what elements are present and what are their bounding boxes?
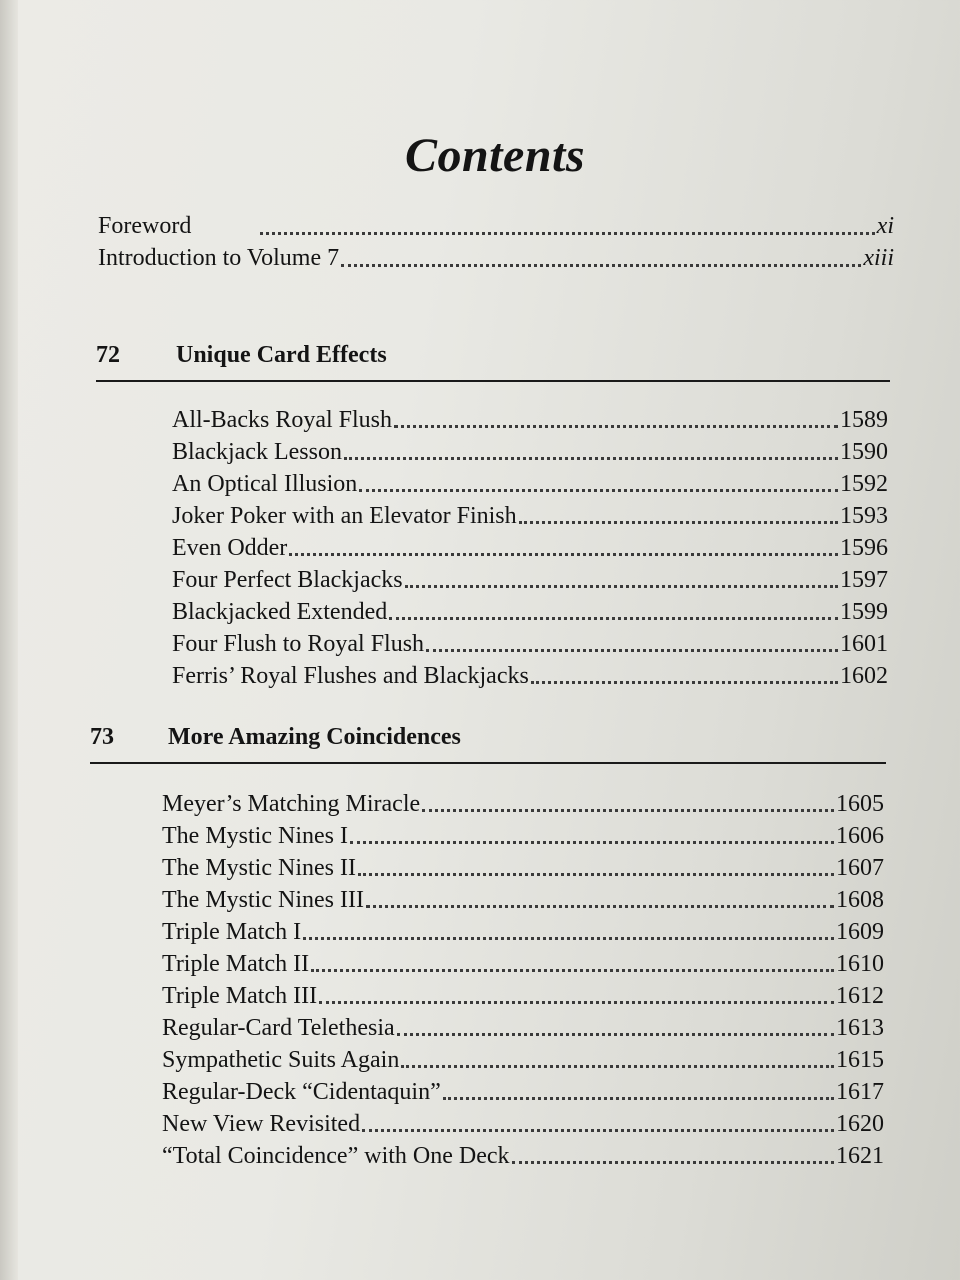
dot-leader (405, 585, 838, 588)
dot-leader (422, 809, 834, 812)
chapter-title: More Amazing Coincidences (168, 724, 461, 750)
chapter-72-heading (96, 340, 890, 382)
dot-leader (394, 425, 838, 428)
dot-leader (359, 489, 838, 492)
toc-entry-page: xi (876, 213, 894, 239)
toc-entry-label: Meyer’s Matching Miracle (162, 791, 421, 817)
list-item (162, 852, 884, 884)
toc-entry-page: 1589 (840, 407, 888, 433)
toc-entry-page: xiii (863, 245, 894, 271)
dot-leader (311, 969, 834, 972)
list-item (162, 1108, 884, 1140)
list-item (172, 532, 888, 564)
list-item (162, 980, 884, 1012)
list-item (172, 564, 888, 596)
dot-leader (289, 553, 838, 556)
list-item (172, 500, 888, 532)
chapter-72-entries (172, 404, 888, 692)
dot-leader (443, 1097, 834, 1100)
toc-entry-label: The Mystic Nines I (162, 823, 348, 849)
toc-entry-page: 1597 (840, 567, 888, 593)
dot-leader (366, 905, 834, 908)
toc-entry-page: 1607 (836, 855, 884, 881)
front-matter-list (98, 210, 894, 274)
toc-entry-label: Triple Match I (162, 919, 302, 945)
dot-leader (401, 1065, 834, 1068)
dot-leader (519, 521, 838, 524)
toc-entry-label: New View Revisited (162, 1111, 361, 1137)
toc-entry-page: 1608 (836, 887, 884, 913)
dot-leader (344, 457, 838, 460)
chapter-73-heading (90, 722, 886, 764)
dot-leader (362, 1129, 834, 1132)
toc-entry-page: 1602 (840, 663, 888, 689)
chapter-header (90, 722, 886, 764)
toc-entry-page: 1617 (836, 1079, 884, 1105)
page-title: Contents (404, 129, 586, 182)
list-item (162, 1044, 884, 1076)
list-item (172, 628, 888, 660)
chapter-73-entries (162, 788, 884, 1172)
toc-entry-label: Triple Match III (162, 983, 318, 1009)
list-item (172, 436, 888, 468)
list-item (162, 788, 884, 820)
toc-entry-page: 1620 (836, 1111, 884, 1137)
dot-leader (303, 937, 834, 940)
toc-entry-page: 1590 (840, 439, 888, 465)
toc-entry-label: All-Backs Royal Flush (172, 407, 392, 433)
chapter-number: 72 (96, 342, 120, 368)
list-item (162, 1012, 884, 1044)
toc-entry-page: 1609 (836, 919, 884, 945)
list-item (162, 948, 884, 980)
toc-entry-page: 1593 (840, 503, 888, 529)
toc-entry-page: 1621 (836, 1143, 884, 1169)
toc-entry-label: Regular-Card Telethesia (162, 1015, 395, 1041)
dot-leader (512, 1161, 834, 1164)
dot-leader (341, 264, 861, 267)
list-item (172, 404, 888, 436)
dot-leader (426, 649, 838, 652)
chapter-title: Unique Card Effects (176, 342, 387, 368)
toc-entry-label: The Mystic Nines III (162, 887, 364, 913)
toc-entry-page: 1612 (836, 983, 884, 1009)
toc-entry-page: 1615 (836, 1047, 884, 1073)
toc-entry-label: Sympathetic Suits Again (162, 1047, 400, 1073)
dot-leader (531, 681, 838, 684)
toc-entry-label: Four Flush to Royal Flush (172, 631, 425, 657)
toc-entry-label: Blackjacked Extended (172, 599, 388, 625)
list-item (172, 468, 888, 500)
toc-entry-label: Blackjack Lesson (172, 439, 342, 465)
chapter-number: 73 (90, 724, 114, 750)
toc-entry-page: 1613 (836, 1015, 884, 1041)
toc-entry-label: Four Perfect Blackjacks (172, 567, 403, 593)
toc-entry-label: Even Odder (172, 535, 288, 561)
toc-entry-page: 1610 (836, 951, 884, 977)
toc-entry-introduction (98, 242, 894, 274)
chapter-header (96, 340, 890, 382)
list-item (162, 1076, 884, 1108)
toc-entry-label: Ferris’ Royal Flushes and Blackjacks (172, 663, 529, 689)
toc-entry-label: Joker Poker with an Elevator Finish (172, 503, 517, 529)
toc-entry-foreword (98, 210, 894, 242)
toc-entry-page: 1606 (836, 823, 884, 849)
list-item (162, 916, 884, 948)
toc-entry-label: The Mystic Nines II (162, 855, 356, 881)
list-item (172, 596, 888, 628)
list-item (172, 660, 888, 692)
toc-entry-page: 1601 (840, 631, 888, 657)
toc-entry-label: An Optical Illusion (172, 471, 358, 497)
toc-entry-label: Foreword (98, 213, 192, 239)
dot-leader (350, 841, 834, 844)
dot-leader (358, 873, 834, 876)
toc-entry-page: 1592 (840, 471, 888, 497)
toc-entry-page: 1596 (840, 535, 888, 561)
toc-entry-label: “Total Coincidence” with One Deck (162, 1143, 510, 1169)
list-item (162, 884, 884, 916)
list-item (162, 1140, 884, 1172)
toc-entry-page: 1605 (836, 791, 884, 817)
toc-entry-page: 1599 (840, 599, 888, 625)
dot-leader (319, 1001, 834, 1004)
toc-entry-label: Triple Match II (162, 951, 310, 977)
toc-entry-label: Introduction to Volume 7 (98, 245, 340, 271)
dot-leader (260, 232, 875, 235)
dot-leader (397, 1033, 834, 1036)
list-item (162, 820, 884, 852)
toc-entry-label: Regular-Deck “Cidentaquin” (162, 1079, 441, 1105)
dot-leader (389, 617, 838, 620)
